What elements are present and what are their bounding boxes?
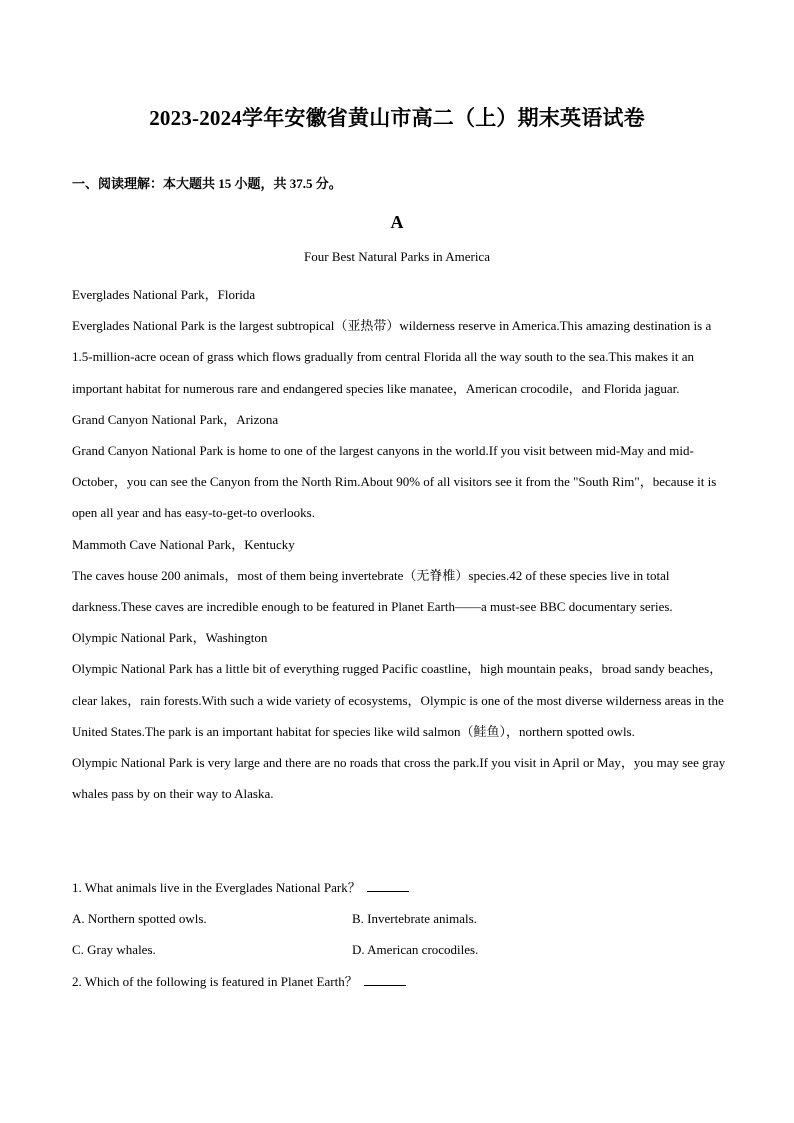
park-paragraph-everglades: Everglades National Park is the largest subtropical（亚热带）wilderness reserve in America.This amazing destination is a 1.5-million-acre ocean of grass which flows gradually from central Florida all the way south to the sea.This makes it an important habitat for numerous rare and endangered species like manatee，American crocodile，and Florida jaguar. [72,318,712,396]
option-a: A. Northern spotted owls. [72,911,207,927]
park-paragraph-grand-canyon: Grand Canyon National Park is home to one of the largest canyons in the world.If you visit between mid-May and mid-October，you can see the Canyon from the North Rim.About 90% of all visitors see it from the "South Rim"，because it is open all year and has easy-to-get-to overlooks. [72,443,717,521]
answer-blank [364,972,406,986]
question-2 [72,966,732,997]
passage-letter: A [390,212,404,232]
question-stem: 1. What animals live in the Everglades National Park？ [72,880,361,895]
question-stem: 2. Which of the following is featured in Planet Earth？ [72,973,358,989]
option-c: C. Gray whales. [72,942,156,958]
park-heading-mammoth-cave: Mammoth Cave National Park，Kentucky [72,536,295,552]
section-heading: 一、阅读理解：本大题共 15 小题，共 37.5 分。 [72,176,342,191]
exam-title: 2023-2024学年安徽省黄山市高二（上）期末英语试卷 [149,106,645,130]
option-d: D. American crocodiles. [352,942,479,958]
questions [72,872,732,997]
answer-blank [367,878,409,892]
park-paragraph-olympic: Olympic National Park has a little bit of everything rugged Pacific coastline，high mountain peaks，broad sandy beaches，clear lakes，rain forests.With such a wide variety of ecosystems，Olympic is one of the most diverse wilderness areas in the United States.The park is an important habitat for species like wild salmon（鲑鱼），northern spotted owls. [72,661,724,739]
park-heading-grand-canyon: Grand Canyon National Park，Arizona [72,411,279,427]
park-paragraph-olympic-2: Olympic National Park is very large and there are no roads that cross the park.If you visit in April or May，you may see gray whales pass by on their way to Alaska. [72,755,726,802]
park-paragraph-mammoth-cave: The caves house 200 animals，most of them being invertebrate（无脊椎）species.42 of these species live in total darkness.These caves are incredible enough to be featured in Planet Earth——a must-see BBC documentary series. [72,567,673,615]
question-1 [72,872,732,903]
park-heading-olympic: Olympic National Park，Washington [72,630,268,646]
question-1-options [72,903,732,965]
park-heading-everglades: Everglades National Park，Florida [72,287,256,302]
option-b: B. Invertebrate animals. [352,911,477,927]
passage-title: Four Best Natural Parks in America [304,249,490,264]
passage-body [72,279,732,809]
